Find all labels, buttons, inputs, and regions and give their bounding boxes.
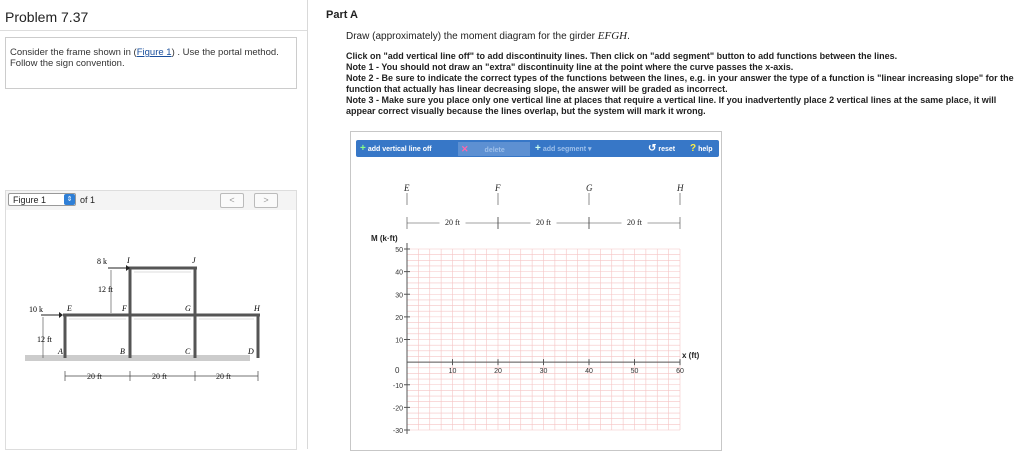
load-label-top: 8 k bbox=[97, 257, 107, 266]
add-segment-label: add segment bbox=[542, 146, 587, 153]
x-tick-label: 10 bbox=[448, 368, 457, 376]
delete-button[interactable] bbox=[461, 142, 505, 156]
frame-members bbox=[63, 268, 260, 358]
node-J: J bbox=[192, 256, 196, 265]
node-A: A bbox=[58, 347, 63, 356]
y-tick-label: 30 bbox=[395, 292, 403, 300]
figure-count: of 1 bbox=[80, 195, 96, 205]
reset-label: reset bbox=[658, 146, 676, 153]
node-F: F bbox=[122, 304, 127, 313]
problem-title: Problem 7.37 bbox=[5, 9, 89, 25]
question-prefix: Draw (approximately) the moment diagram for the girder bbox=[346, 31, 598, 42]
y-tick-label: 20 bbox=[395, 314, 403, 322]
prev-figure-button[interactable]: < bbox=[220, 193, 244, 208]
next-figure-button[interactable]: > bbox=[254, 193, 278, 208]
x-tick-label: 60 bbox=[676, 368, 684, 376]
help-label: help bbox=[698, 146, 713, 153]
plus-icon: + bbox=[360, 143, 366, 154]
plus-icon: + bbox=[535, 143, 541, 154]
y-tick-label: -10 bbox=[392, 382, 403, 390]
girder-point-label: F bbox=[495, 183, 501, 193]
node-C: C bbox=[185, 347, 191, 356]
y-tick-label: 40 bbox=[395, 269, 403, 277]
note-1: Note 1 - You should not draw an "extra" discontinuity line at the point where the curve passes the x-axis. bbox=[346, 62, 794, 72]
node-I: I bbox=[127, 256, 130, 265]
y-tick-label: -20 bbox=[392, 405, 403, 413]
y-tick-label: 50 bbox=[395, 247, 403, 254]
span-label-2: 20 ft bbox=[152, 372, 167, 381]
instructions-line: Click on "add vertical line off" to add discontinuity lines. Then click on "add segment" button to add functions between the lines. bbox=[346, 51, 898, 61]
y-axis-label: M (k·ft) bbox=[371, 234, 398, 243]
delete-label: delete bbox=[484, 147, 505, 154]
load-label-mid: 10 k bbox=[29, 305, 43, 314]
x-tick-label: 40 bbox=[585, 368, 593, 376]
chevron-down-icon: ▾ bbox=[587, 146, 592, 153]
select-arrow-icon: ⇕ bbox=[64, 194, 75, 205]
question-text bbox=[346, 30, 630, 42]
node-E: E bbox=[67, 304, 72, 313]
node-G: G bbox=[185, 304, 191, 313]
span-label-3: 20 ft bbox=[216, 372, 231, 381]
note-3: Note 3 - Make sure you place only one vertical line at places that require a vertical line. If you inadvertently place 2 vertical lines at the same place, it will appear correct visually because the lines overlap, but the system will mark it wrong. bbox=[346, 95, 997, 116]
height-label-lower: 12 ft bbox=[37, 335, 52, 344]
intro-suffix: ) . Use the portal method. Follow the sign convention. bbox=[10, 47, 279, 69]
girder-point-label: G bbox=[586, 183, 593, 193]
span-label-1: 20 ft bbox=[87, 372, 102, 381]
girder-point-label: E bbox=[404, 183, 410, 193]
question-girder: EFGH bbox=[597, 30, 628, 42]
reset-icon: ↺ bbox=[648, 143, 657, 154]
header-divider bbox=[0, 30, 307, 31]
intro-prefix: Consider the frame shown in ( bbox=[10, 47, 137, 58]
x-tick-label: 30 bbox=[539, 368, 548, 376]
delete-x-icon: ✕ bbox=[461, 144, 469, 154]
instructions-block bbox=[346, 51, 1018, 117]
node-D: D bbox=[248, 347, 254, 356]
node-H: H bbox=[254, 304, 260, 313]
moment-diagram-chart[interactable] bbox=[355, 175, 715, 445]
node-B: B bbox=[120, 347, 125, 356]
figure-select-value: Figure 1 bbox=[13, 195, 47, 205]
question-suffix: . bbox=[627, 31, 630, 42]
height-label-upper: 12 ft bbox=[98, 285, 113, 294]
y-tick-label: -30 bbox=[392, 428, 403, 435]
span-dimension-label: 20 ft bbox=[627, 218, 642, 227]
figure-link[interactable]: Figure 1 bbox=[136, 47, 172, 58]
note-2: Note 2 - Be sure to indicate the correct types of the functions between the lines, e.g. in your answer the type of a function is "linear increasing slope" for the function that actually has linear decreasing slope, the answer will be graded as incorrect. bbox=[346, 73, 1014, 94]
frame-diagram bbox=[5, 240, 295, 410]
x-tick-label: 50 bbox=[630, 368, 639, 376]
span-dimension-label: 20 ft bbox=[536, 218, 551, 227]
origin-label: 0 bbox=[395, 366, 400, 376]
reset-button[interactable] bbox=[648, 142, 675, 156]
x-tick-label: 20 bbox=[494, 368, 502, 376]
intro-text bbox=[10, 47, 280, 69]
part-title: Part A bbox=[326, 9, 358, 21]
y-tick-label: 10 bbox=[395, 337, 403, 345]
help-button[interactable] bbox=[690, 142, 713, 156]
figure-select[interactable] bbox=[8, 193, 76, 206]
girder-point-label: H bbox=[677, 183, 684, 193]
add-vertical-label: add vertical line off bbox=[367, 146, 432, 153]
span-dimension-label: 20 ft bbox=[445, 218, 460, 227]
add-vertical-line-button[interactable] bbox=[360, 142, 432, 156]
add-segment-button[interactable] bbox=[535, 142, 592, 156]
help-icon: ? bbox=[690, 143, 697, 154]
x-axis-label: x (ft) bbox=[682, 351, 700, 361]
